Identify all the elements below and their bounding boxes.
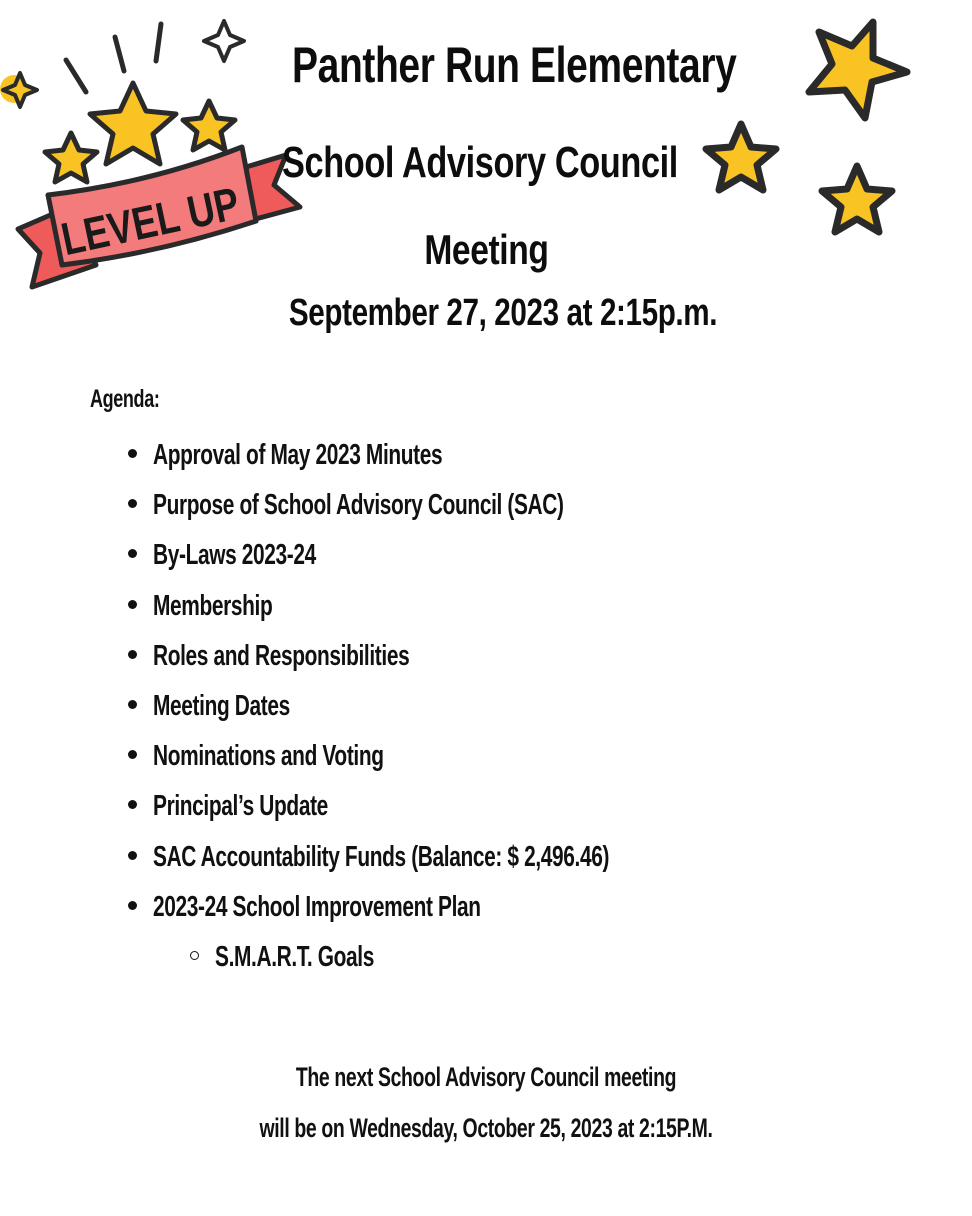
agenda-label: Agenda: [90,385,160,413]
agenda-item [128,430,443,480]
agenda-item-text: Meeting Dates [153,689,290,722]
agenda-item-text: SAC Accountability Funds (Balance: $ 2,496.46) [153,840,610,873]
agenda-list [128,430,610,982]
agenda-item [128,480,564,530]
agenda-item [128,581,273,631]
agenda-item [128,731,384,781]
agenda-sub-item-text: S.M.A.R.T. Goals [215,940,374,973]
council-name-title: School Advisory Council [282,138,678,187]
bullet-icon [128,650,137,659]
bullet-icon [128,549,137,558]
agenda-item [128,681,290,731]
next-meeting-line-2: will be on Wednesday, October 25, 2023 at 2:15P.M. [259,1113,713,1143]
agenda-item [128,631,410,681]
bullet-icon [128,700,137,709]
bullet-icon [128,449,137,458]
agenda-item-text: Approval of May 2023 Minutes [153,439,443,471]
hollow-bullet-icon [190,951,199,960]
agenda-item-text: Principal’s Update [153,790,328,823]
bullet-icon [128,851,137,860]
bullet-icon [128,901,137,910]
agenda-item [128,781,328,831]
agenda-item-text: Roles and Responsibilities [153,639,410,672]
agenda-item-text: 2023-24 School Improvement Plan [153,890,481,923]
meeting-title: Meeting [424,226,549,273]
school-name-title: Panther Run Elementary [292,37,737,93]
bullet-icon [128,750,137,759]
next-meeting-line-1: The next School Advisory Council meeting [295,1062,677,1092]
burst-line-icon [66,60,86,92]
agenda-item-text: By-Laws 2023-24 [153,539,316,572]
badge-text: LEVEL UP [56,167,287,266]
burst-line-icon [115,37,124,71]
bullet-icon [128,499,137,508]
agenda-item [128,832,610,882]
meeting-date: September 27, 2023 at 2:15p.m. [288,292,718,334]
star-icon [45,133,97,182]
agenda-item-text: Nominations and Voting [153,740,384,773]
agenda-item-text: Membership [153,589,273,622]
bullet-icon [128,600,137,609]
agenda-item [128,530,316,580]
agenda-item [128,882,481,932]
agenda-item-text: Purpose of School Advisory Council (SAC) [153,489,564,522]
bullet-icon [128,800,137,809]
